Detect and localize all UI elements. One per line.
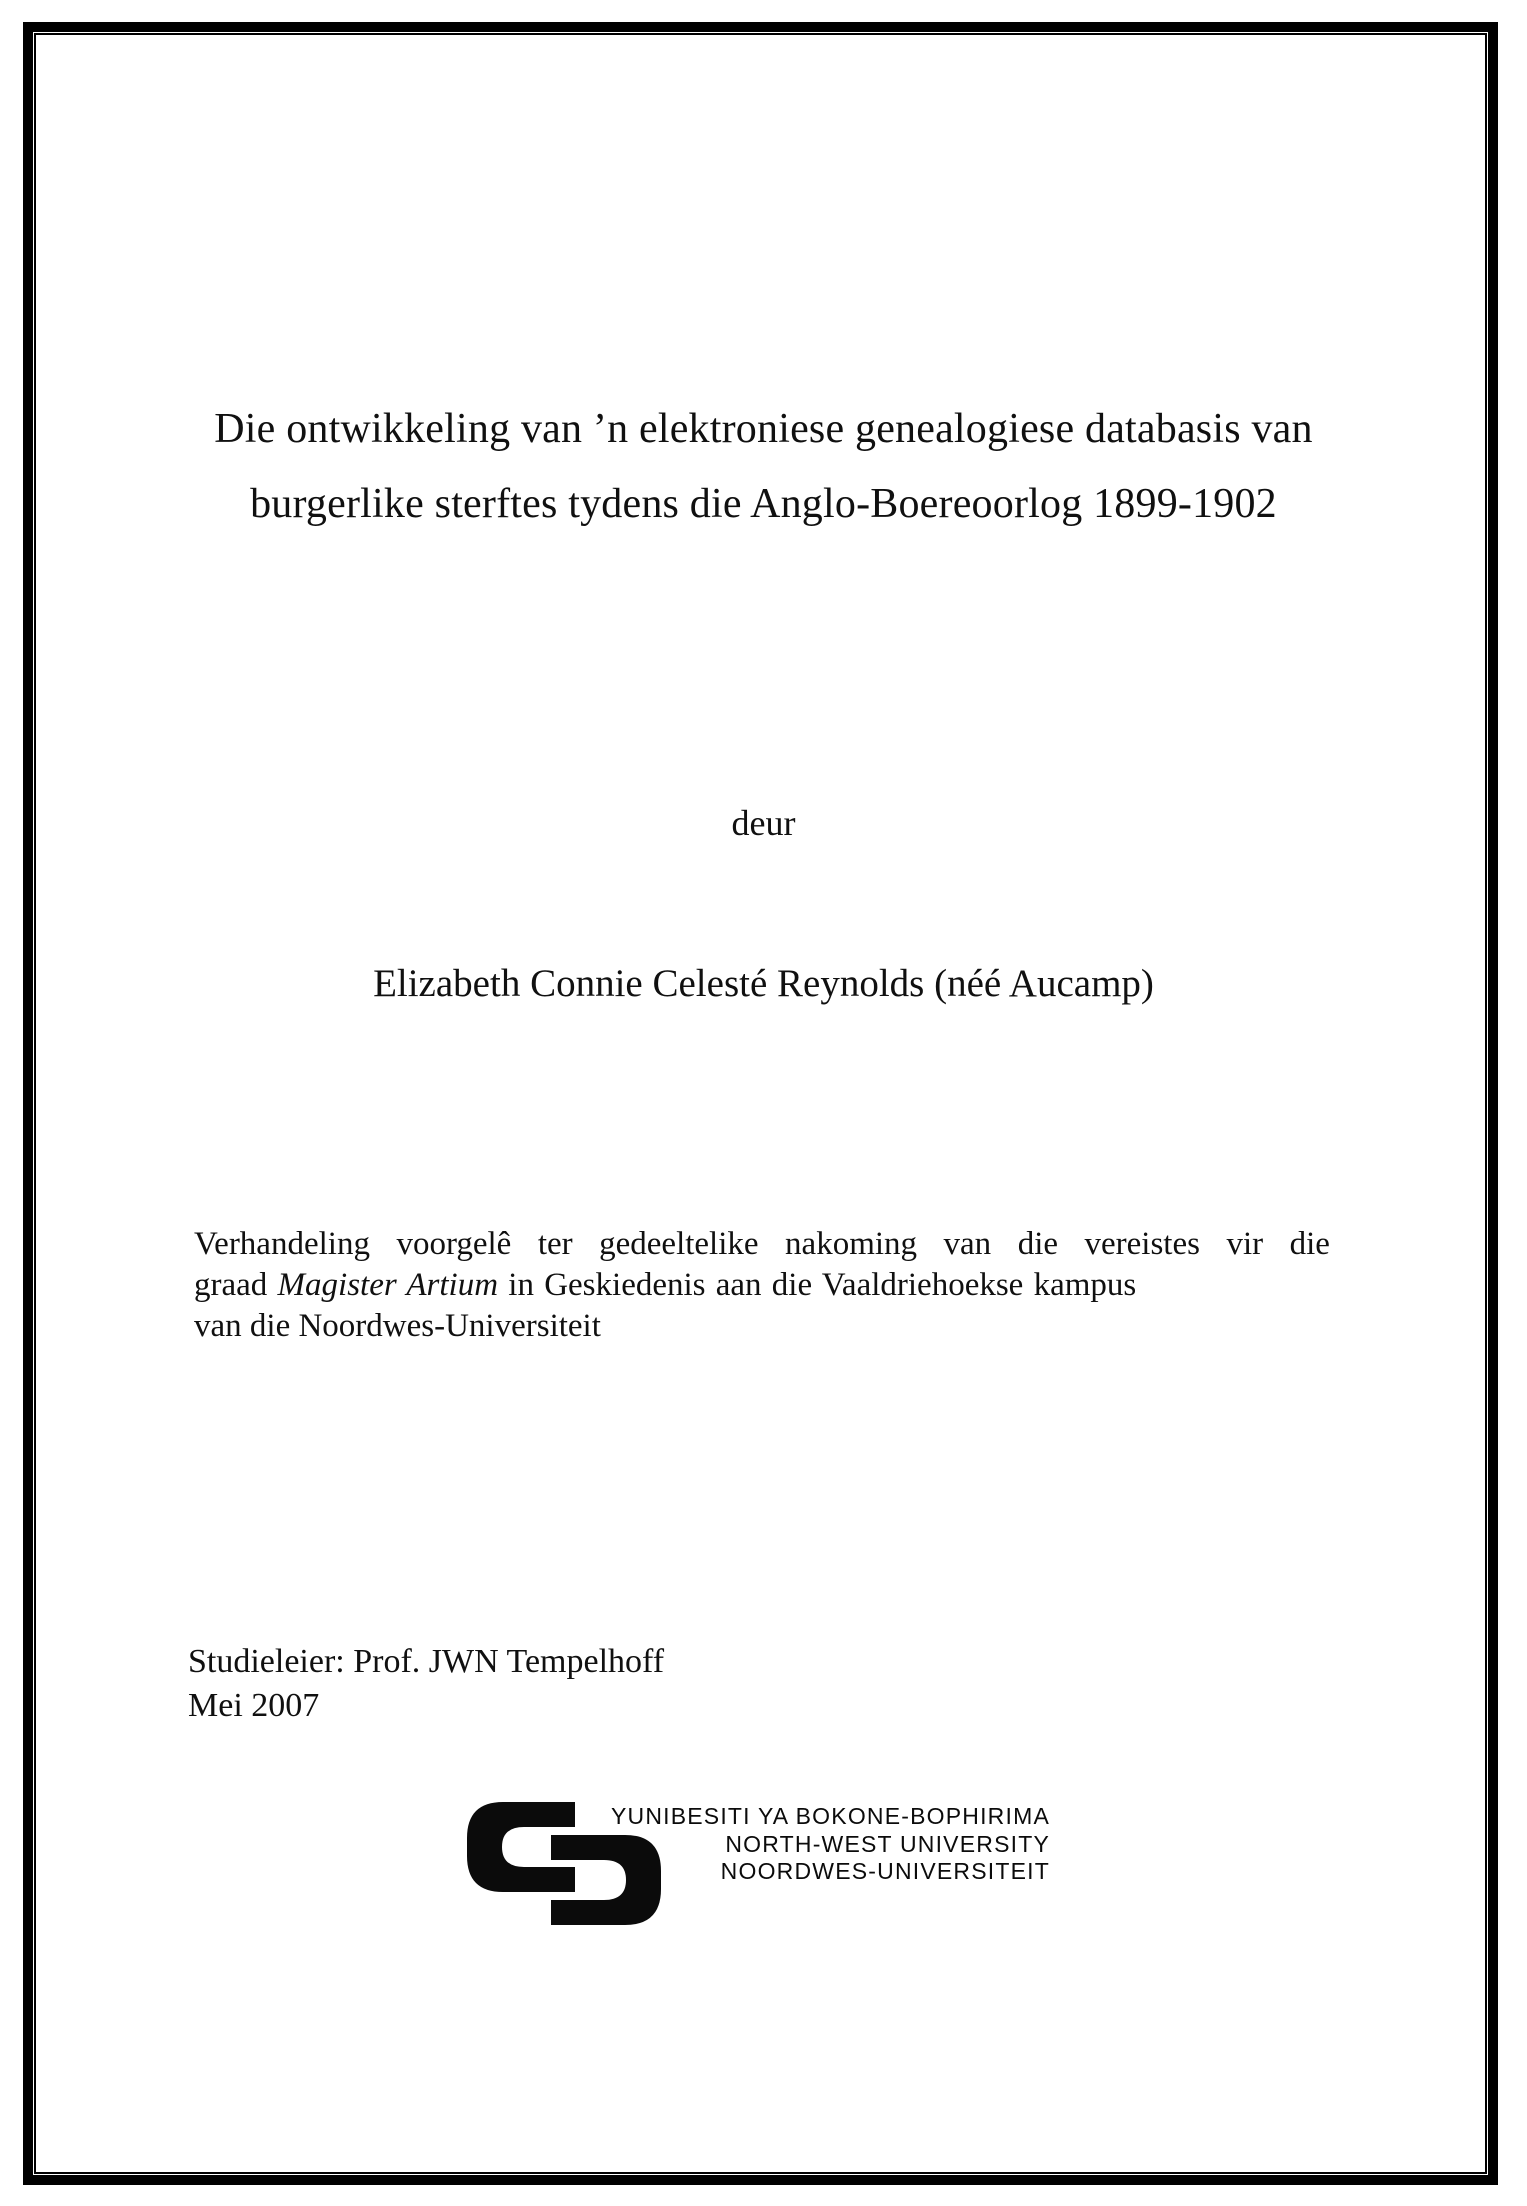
university-logo [467, 1802, 1067, 1932]
statement-word: die [1017, 1226, 1059, 1262]
statement-word: voorgelê [396, 1226, 512, 1262]
statement-word: die [1289, 1226, 1330, 1262]
degree-statement-line2-prefix: graad [194, 1267, 278, 1303]
statement-word: vir [1226, 1226, 1264, 1262]
degree-statement-line3: van die Noordwes-Universiteit [194, 1308, 601, 1344]
logo-text-afrikaans: NOORDWES-UNIVERSITEIT [720, 1858, 1050, 1884]
thesis-title [120, 392, 1407, 542]
statement-word: ter [537, 1226, 573, 1262]
statement-word: nakoming [785, 1226, 918, 1262]
byline-deur: deur [731, 803, 796, 843]
author-name: Elizabeth Connie Celesté Reynolds (néé Aucamp) [373, 962, 1154, 1005]
degree-statement-line1 [194, 1224, 1330, 1265]
degree-name-italic: Magister Artium [277, 1267, 499, 1303]
statement-word: gedeeltelike [599, 1226, 759, 1262]
statement-word: vereistes [1084, 1226, 1200, 1262]
supervisor-line: Studieleier: Prof. JWN Tempelhoff [188, 1643, 665, 1680]
thesis-title-line2: burgerlike sterftes tydens die Anglo-Boereoorlog 1899-1902 [250, 481, 1277, 527]
logo-text-setswana: YUNIBESITI YA BOKONE-BOPHIRIMA [610, 1803, 1050, 1829]
university-logo-text [580, 1803, 1050, 1886]
degree-statement-line2 [194, 1265, 1330, 1306]
degree-statement-line2-suffix: in Geskiedenis aan die Vaaldriehoekse kampus [498, 1267, 1137, 1303]
statement-word: van [943, 1226, 992, 1262]
statement-word: Verhandeling [194, 1226, 370, 1262]
thesis-title-line1: Die ontwikkeling van ’n elektroniese genealogiese databasis van [214, 406, 1313, 452]
supervisor-block [188, 1640, 664, 1728]
logo-text-english: NORTH-WEST UNIVERSITY [725, 1830, 1050, 1857]
degree-statement [194, 1224, 1330, 1347]
date-line: Mei 2007 [188, 1687, 320, 1724]
